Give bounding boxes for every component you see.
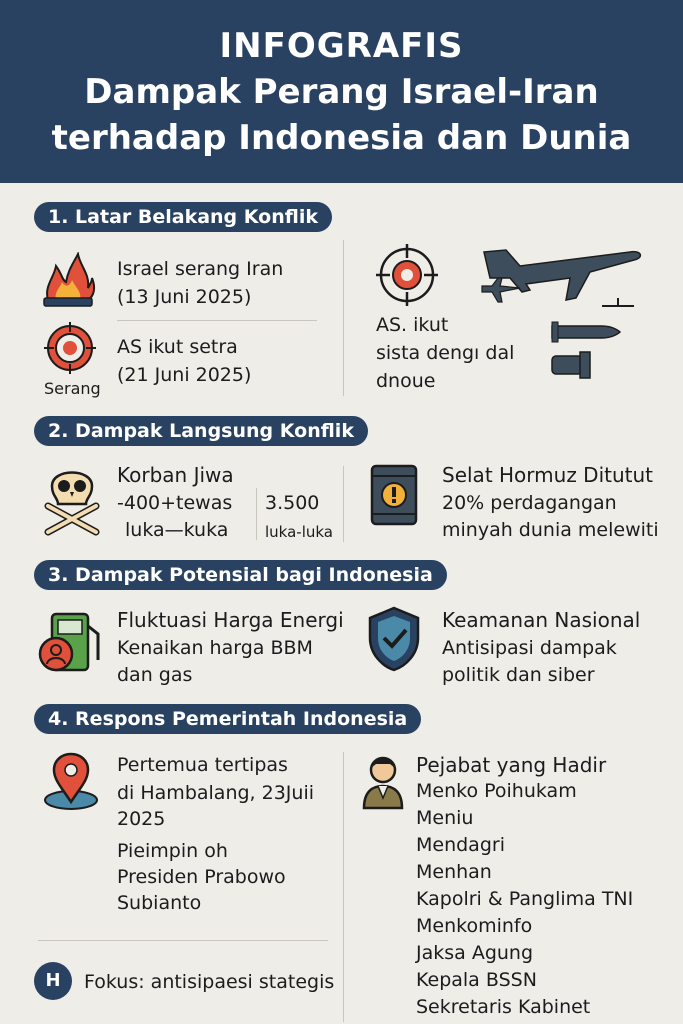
s2-left-extra2: luka-luka bbox=[265, 523, 333, 541]
fuel-pump-icon bbox=[38, 610, 104, 674]
official-person-icon bbox=[358, 752, 408, 810]
official-item: Menhan bbox=[416, 861, 492, 883]
section4-title: 4. Respons Pemerintah Indonesia bbox=[34, 704, 421, 734]
s2-left-line1: -400+tewas bbox=[117, 492, 233, 514]
official-item: Menko Poihukam bbox=[416, 780, 577, 802]
oil-barrel-warning-icon bbox=[368, 462, 420, 528]
official-item: Jaksa Agung bbox=[416, 942, 534, 964]
official-item: Menkominfo bbox=[416, 915, 533, 937]
column-divider bbox=[343, 466, 344, 542]
s1-item2-icon-label: Serang bbox=[44, 379, 101, 398]
header-banner bbox=[0, 0, 683, 183]
column-divider bbox=[343, 752, 344, 1022]
divider bbox=[117, 320, 317, 321]
target-icon bbox=[44, 322, 96, 374]
s3-left-line2: dan gas bbox=[117, 664, 193, 686]
location-pin-icon bbox=[42, 752, 100, 812]
shield-check-icon bbox=[366, 604, 422, 674]
s3-right-title: Keamanan Nasional bbox=[442, 608, 641, 632]
s4-left-line4: Pieimpin oh bbox=[117, 840, 228, 862]
s4-right-title: Pejabat yang Hadir bbox=[416, 753, 607, 777]
small-jet-icon bbox=[480, 274, 524, 308]
s3-right-line1: Antisipasi dampak bbox=[442, 637, 617, 659]
s1-right-line2: sista dengı dal bbox=[376, 342, 515, 364]
s3-left-line1: Kenaikan harga BBM bbox=[117, 637, 313, 659]
skull-crossbones-icon bbox=[42, 462, 102, 536]
section1-title: 1. Latar Belakang Konflik bbox=[34, 202, 332, 232]
s2-left-title: Korban Jiwa bbox=[117, 463, 234, 487]
official-item: Kapolri & Panglima TNI bbox=[416, 888, 634, 910]
official-item: Kepala BSSN bbox=[416, 969, 537, 991]
header-title-line1: INFOGRAFIS bbox=[219, 26, 464, 66]
official-item: Meniu bbox=[416, 807, 474, 829]
s4-left-line2: di Hambalang, 23Juii bbox=[117, 782, 315, 804]
s2-right-line1: 20% perdagangan bbox=[442, 492, 617, 514]
drone-mark-icon bbox=[600, 296, 636, 310]
header-title-line3: terhadap Indonesia dan Dunia bbox=[51, 118, 632, 158]
official-item: Sekretaris Kabinet bbox=[416, 996, 591, 1018]
s4-left-line1: Pertemua tertipas bbox=[117, 754, 288, 776]
s4-left-line6: Subianto bbox=[117, 892, 202, 914]
s4-focus-text: Fokus: antisipaesi stategis bbox=[84, 971, 335, 993]
crosshair-icon bbox=[376, 244, 438, 306]
missile-icon bbox=[548, 320, 624, 344]
s2-right-title: Selat Hormuz Ditutut bbox=[442, 463, 654, 487]
inner-divider bbox=[256, 488, 257, 540]
column-divider bbox=[343, 240, 344, 396]
s2-left-extra1: 3.500 bbox=[265, 492, 320, 514]
s3-right-line2: politik dan siber bbox=[442, 664, 595, 686]
fire-icon bbox=[40, 252, 96, 310]
section2-title: 2. Dampak Langsung Konflik bbox=[34, 416, 368, 446]
bomb-icon bbox=[548, 350, 594, 380]
s1-right-line3: dnoue bbox=[376, 370, 436, 392]
header-title-line2: Dampak Perang Israel-Iran bbox=[84, 72, 599, 112]
s4-left-line3: 2025 bbox=[117, 808, 166, 830]
s1-item2-line2: (21 Juni 2025) bbox=[117, 364, 252, 386]
s4-left-line5: Presiden Prabowo bbox=[117, 866, 286, 888]
s1-right-line1: AS. ikut bbox=[376, 314, 449, 336]
s1-item1-line2: (13 Juni 2025) bbox=[117, 286, 252, 308]
s2-left-line2: luka—kuka bbox=[125, 519, 229, 541]
s1-item2-line1: AS ikut setra bbox=[117, 336, 238, 358]
official-item: Mendagri bbox=[416, 834, 505, 856]
s2-right-line2: minyah dunia melewiti bbox=[442, 519, 659, 541]
s3-left-title: Fluktuasi Harga Energi bbox=[117, 608, 344, 632]
focus-badge-text: H bbox=[45, 970, 61, 991]
s1-item1-line1: Israel serang Iran bbox=[117, 258, 284, 280]
section3-title: 3. Dampak Potensial bagi Indonesia bbox=[34, 560, 447, 590]
divider bbox=[38, 940, 328, 941]
focus-badge-icon bbox=[34, 962, 72, 1000]
